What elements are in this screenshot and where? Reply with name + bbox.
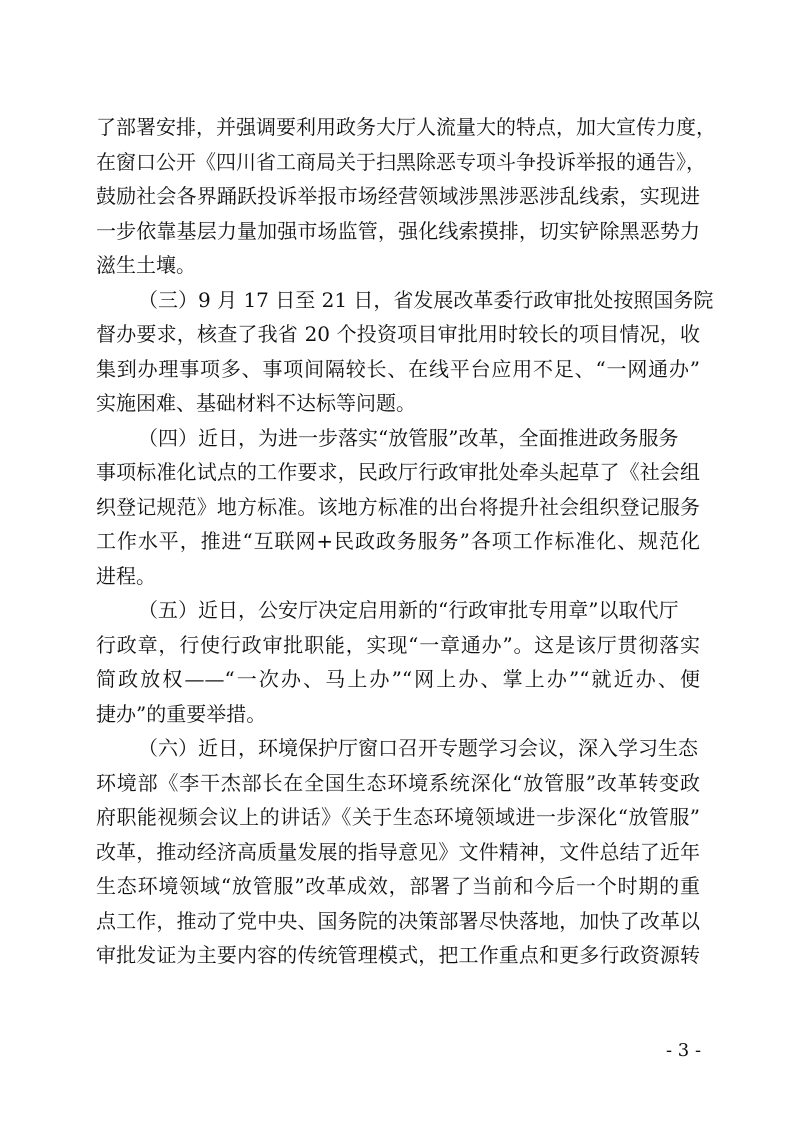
text-line: （六）近日，环境保护厅窗口召开专题学习会议，深入学习生态 [138, 736, 698, 760]
text-line: 织登记规范》地方标准。该地方标准的出台将提升社会组织登记服务 [96, 494, 700, 519]
text-line: （三）9 月 17 日至 21 日，省发展改革委行政审批处按照国务院 [138, 287, 714, 312]
text-line: 改革，推动经济高质量发展的指导意见》文件精神，文件总结了近年 [96, 839, 700, 864]
text-line: 工作水平，推进“互联网+民政政务服务”各项工作标准化、规范化 [96, 529, 700, 553]
text-line: 滋生土壤。 [96, 253, 196, 277]
text-line: 了部署安排，并强调要利用政务大厅人流量大的特点，加大宣传力度， [96, 115, 716, 139]
text-line: 审批发证为主要内容的传统管理模式，把工作重点和更多行政资源转 [96, 943, 700, 967]
text-line: 行政章，行使行政审批职能，实现“一章通办”。这是该厅贯彻落实 [96, 632, 700, 657]
paragraph-item-6 [96, 731, 700, 973]
paragraph-item-4 [96, 421, 700, 594]
text-line: 环境部《李干杰部长在全国生态环境系统深化“放管服”改革转变政 [96, 770, 700, 795]
text-line: 府职能视频会议上的讲话》《关于生态环境领域进一步深化“放管服” [96, 805, 700, 829]
text-line: 一步依靠基层力量加强市场监管，强化线索摸排，切实铲除黑恶势力 [96, 218, 700, 243]
text-line: 点工作，推动了党中央、国务院的决策部署尽快落地，加快了改革以 [96, 908, 700, 933]
text-line: 鼓励社会各界踊跃投诉举报市场经营领域涉黑涉恶涉乱线索，实现进 [96, 184, 700, 208]
text-line: 简政放权——“一次办、马上办”“网上办、掌上办”“就近办、便 [96, 667, 700, 691]
text-line: （五）近日，公安厅决定启用新的“行政审批专用章”以取代厅 [138, 598, 679, 622]
text-line: 在窗口公开《四川省工商局关于扫黑除恶专项斗争投诉举报的通告》， [96, 149, 706, 174]
text-line: 进程。 [96, 563, 156, 588]
paragraph-item-3 [96, 283, 714, 421]
text-line: （四）近日，为进一步落实“放管服”改革，全面推进政务服务 [138, 425, 679, 450]
text-line: 事项标准化试点的工作要求，民政厅行政审批处牵头起草了《社会组 [96, 460, 700, 484]
text-line: 生态环境领域“放管服”改革成效，部署了当前和今后一个时期的重 [96, 874, 700, 898]
page-number: - 3 - [666, 1040, 702, 1061]
body-text [96, 110, 716, 973]
text-line: 集到办理事项多、事项间隔较长、在线平台应用不足、“一网通办” [96, 356, 700, 381]
paragraph-continuation [96, 110, 716, 283]
text-line: 捷办”的重要举措。 [96, 701, 267, 726]
paragraph-item-5 [96, 593, 700, 731]
text-line: 实施困难、基础材料不达标等问题。 [96, 391, 416, 415]
text-line: 督办要求，核查了我省 20 个投资项目审批用时较长的项目情况，收 [96, 322, 700, 346]
